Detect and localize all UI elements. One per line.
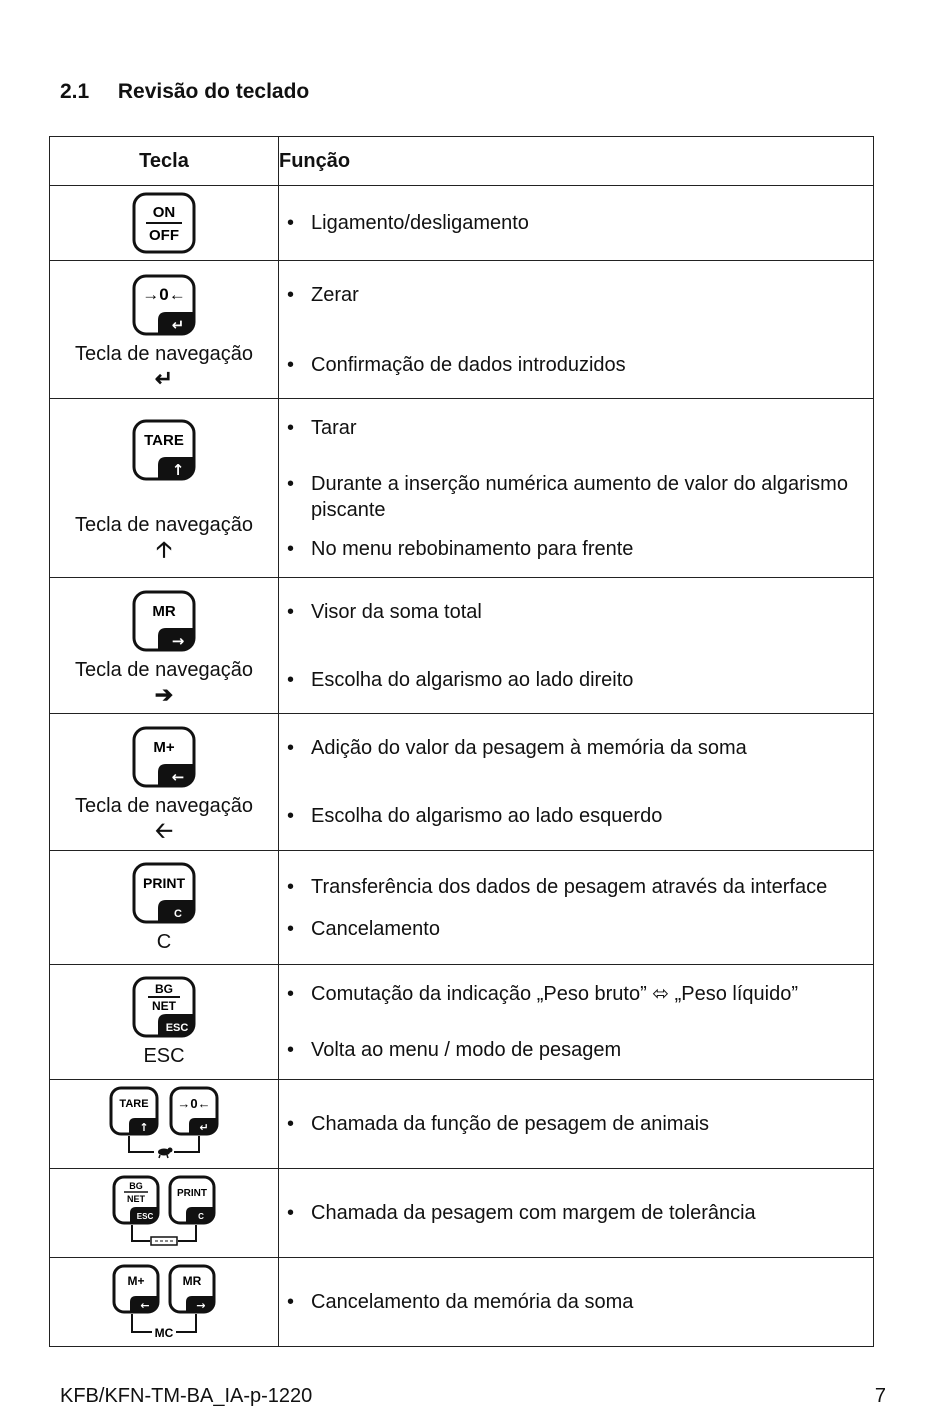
section-number: 2.1 (60, 80, 90, 103)
function-item: • No menu rebobinamento para frente (279, 536, 873, 562)
svg-text:↑: ↑ (139, 1121, 149, 1134)
print-key-icon (132, 862, 196, 924)
up-arrow-icon: 🡡 (156, 537, 172, 562)
svg-text:→: → (196, 1299, 206, 1312)
function-item: • Visor da soma total (279, 599, 873, 625)
nav-key-label: Tecla de navegação (75, 514, 253, 536)
nav-key-label: Tecla de navegação (75, 342, 253, 365)
tare-key-icon (132, 419, 196, 481)
svg-text:NET: NET (152, 999, 176, 1013)
table-row (50, 851, 874, 965)
function-item: • Ligamento/desligamento (279, 210, 873, 236)
m-plus-mr-combo-icon (112, 1264, 216, 1340)
table-row (50, 965, 874, 1080)
svg-text:→0←: →0← (142, 284, 186, 304)
function-item: • Adição do valor da pesagem à memória da soma (279, 735, 873, 761)
svg-text:↑: ↑ (171, 461, 185, 479)
function-item: • Comutação da indicação „Peso bruto” ⬄ „Peso líquido” (279, 981, 873, 1007)
table-row (50, 578, 874, 714)
svg-text:←: ← (140, 1299, 150, 1312)
key-label: ESC (143, 1045, 185, 1067)
svg-text:ESC: ESC (165, 1022, 189, 1034)
header-function: Função (279, 137, 874, 186)
function-item: • Zerar (279, 282, 873, 308)
table-row (50, 399, 874, 578)
section-heading (60, 80, 309, 104)
svg-text:OFF: OFF (149, 227, 179, 244)
mr-key-icon (132, 590, 196, 652)
table-row (50, 186, 874, 261)
keyboard-table (49, 136, 874, 1347)
nav-key-label: Tecla de navegação (75, 658, 253, 681)
enter-arrow-icon: ↵ (154, 365, 174, 391)
footer-doc-id: KFB/KFN-TM-BA_IA-p-1220 (60, 1385, 313, 1407)
svg-text:TARE: TARE (119, 1098, 149, 1110)
function-item: • Cancelamento da memória da soma (279, 1289, 873, 1315)
svg-text:NET: NET (127, 1194, 145, 1204)
table-header-row (50, 137, 874, 186)
section-title: Revisão do teclado (117, 80, 310, 103)
function-item: • Confirmação de dados introduzidos (279, 352, 873, 378)
function-item: • Transferência dos dados de pesagem através da interface (279, 874, 873, 900)
function-item: • Cancelamento (279, 916, 873, 942)
function-item: • Escolha do algarismo ao lado esquerdo (279, 803, 873, 829)
table-row (50, 1080, 874, 1169)
svg-text:PRINT: PRINT (177, 1188, 207, 1199)
table-row (50, 714, 874, 851)
function-item: • Escolha do algarismo ao lado direito (279, 667, 873, 693)
function-item: • Volta ao menu / modo de pesagem (279, 1037, 873, 1063)
function-item: • Durante a inserção numérica aumento de valor do algarismo piscante (279, 471, 873, 523)
function-item: • Chamada da função de pesagem de animais (279, 1111, 873, 1137)
key-label: C (156, 930, 172, 953)
footer-page-number: 7 (874, 1385, 886, 1407)
left-arrow-icon: 🡠 (155, 818, 173, 843)
nav-key-label: Tecla de navegação (75, 795, 253, 817)
svg-text:MR: MR (152, 602, 176, 620)
svg-text:MR: MR (182, 1274, 202, 1288)
function-item: • Tarar (279, 415, 873, 441)
svg-text:←: ← (171, 768, 185, 786)
tare-zero-combo-icon (109, 1086, 219, 1162)
svg-text:BG: BG (129, 1181, 143, 1191)
svg-text:BG: BG (155, 982, 173, 996)
right-arrow-icon: ➔ (154, 681, 174, 707)
svg-text:PRINT: PRINT (143, 874, 185, 891)
table-row (50, 1169, 874, 1258)
svg-text:↵: ↵ (199, 1121, 209, 1134)
svg-text:ESC: ESC (136, 1212, 154, 1221)
svg-text:TARE: TARE (144, 432, 184, 449)
zero-key-icon (132, 274, 196, 336)
svg-text:MC: MC (154, 1326, 174, 1340)
svg-text:M+: M+ (153, 739, 175, 756)
svg-text:C: C (174, 907, 182, 920)
table-row (50, 1258, 874, 1347)
bg-net-key-icon (132, 976, 196, 1038)
function-item: • Chamada da pesagem com margem de tolerância (279, 1200, 873, 1226)
m-plus-key-icon (132, 726, 196, 788)
table-row (50, 261, 874, 399)
svg-text:C: C (198, 1212, 204, 1221)
svg-text:→0←: →0← (177, 1096, 211, 1111)
bg-print-combo-icon (112, 1175, 216, 1251)
svg-text:ON: ON (152, 204, 176, 221)
svg-text:↵: ↵ (171, 315, 185, 334)
svg-text:M+: M+ (127, 1274, 145, 1288)
on-off-key-icon (132, 192, 196, 254)
header-key: Tecla (50, 137, 279, 186)
svg-text:→: → (171, 631, 185, 650)
